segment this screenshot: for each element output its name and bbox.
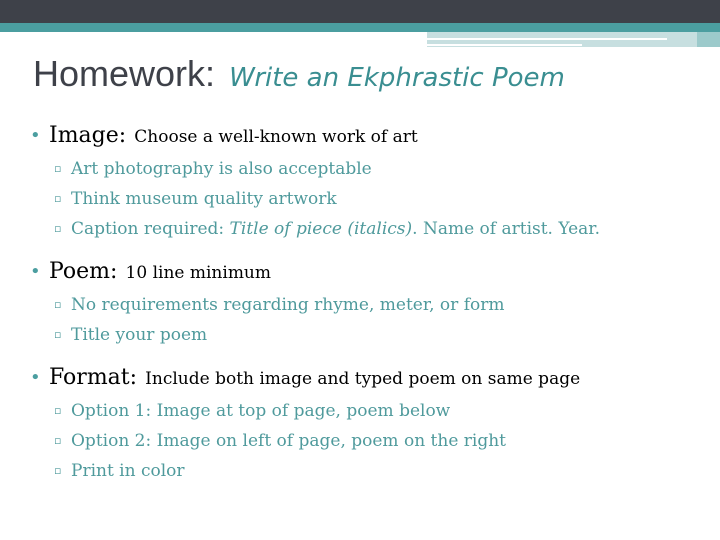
sub-bullet-icon: ▫ [54, 192, 62, 205]
title-subtitle: Write an Ekphrastic Poem [229, 63, 565, 93]
sub-bullet-item [30, 154, 710, 184]
banner-dark-band [0, 0, 720, 23]
caption-text-post: . Name of artist. Year. [412, 219, 600, 239]
bullet-text: 10 line minimum [125, 263, 272, 283]
sub-bullet-text: Option 1: Image at top of page, poem below [71, 401, 451, 421]
sub-bullet-icon: ▫ [54, 434, 62, 447]
banner-white-line [427, 38, 667, 40]
slide-body [30, 118, 710, 496]
sub-bullet-icon: ▫ [54, 222, 62, 235]
sub-bullet-icon: ▫ [54, 404, 62, 417]
caption-text-italic: Title of piece (italics) [229, 219, 413, 239]
bullet-icon: • [30, 261, 41, 282]
sub-bullet-text: Art photography is also acceptable [71, 159, 372, 179]
sub-bullet-item [30, 426, 710, 456]
sub-bullet-icon: ▫ [54, 298, 62, 311]
banner-white-line [427, 44, 582, 46]
sub-bullet-item [30, 396, 710, 426]
sub-bullet-text: No requirements regarding rhyme, meter, or form [71, 295, 505, 315]
sub-bullet-item [30, 290, 710, 320]
bullet-item [30, 118, 710, 154]
title-main: Homework: [33, 53, 216, 94]
sub-bullet-item [30, 320, 710, 350]
bullet-lead: Image: [49, 123, 127, 148]
bullet-lead: Poem: [49, 259, 118, 284]
bullet-item [30, 360, 710, 396]
sub-bullet-item [30, 214, 710, 244]
sub-bullet-icon: ▫ [54, 328, 62, 341]
caption-text-pre: Caption required: [71, 219, 230, 239]
bullet-text: Choose a well-known work of art [134, 127, 418, 147]
bullet-icon: • [30, 367, 41, 388]
sub-bullet-text: Title your poem [71, 325, 208, 345]
sub-bullet-icon: ▫ [54, 464, 62, 477]
sub-bullet-icon: ▫ [54, 162, 62, 175]
bullet-item [30, 254, 710, 290]
sub-bullet-text: Print in color [71, 461, 185, 481]
banner-teal-band [0, 23, 720, 32]
bullet-lead: Format: [49, 365, 138, 390]
sub-bullet-item [30, 184, 710, 214]
bullet-text: Include both image and typed poem on same page [145, 369, 581, 389]
section-image [30, 118, 710, 244]
section-format [30, 360, 710, 486]
banner-accent-block [697, 32, 720, 47]
bullet-icon: • [30, 125, 41, 146]
sub-bullet-text: Think museum quality artwork [71, 189, 337, 209]
sub-bullet-item [30, 456, 710, 486]
slide-title [33, 50, 565, 102]
sub-bullet-text: Option 2: Image on left of page, poem on the right [71, 431, 507, 451]
section-poem [30, 254, 710, 350]
